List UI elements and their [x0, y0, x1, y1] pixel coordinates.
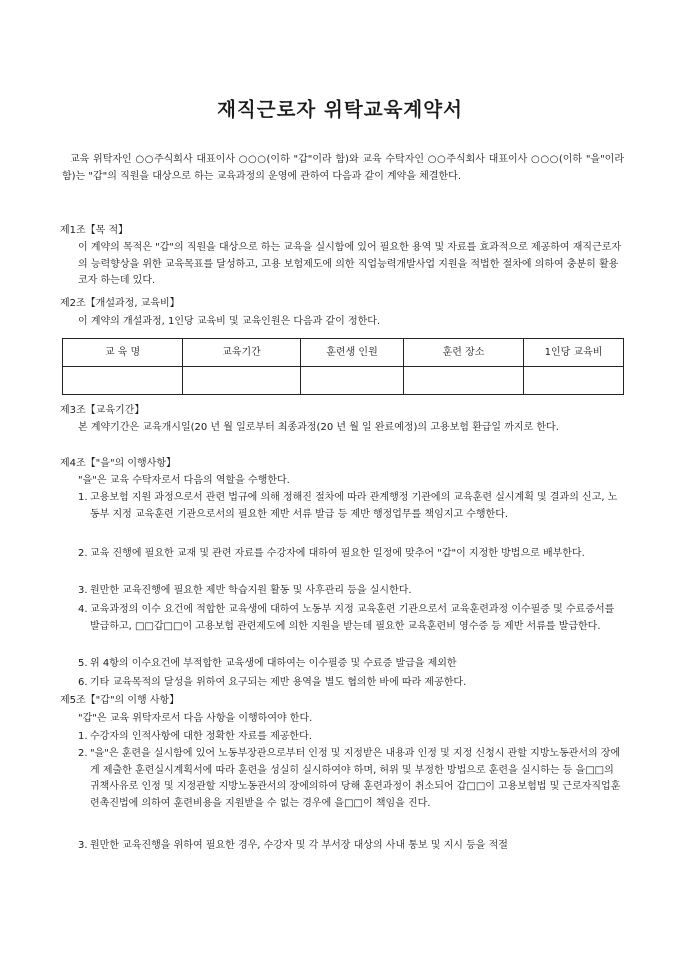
list-item	[78, 746, 624, 812]
list-item	[78, 838, 624, 855]
course-fee-table	[62, 338, 624, 395]
list-item	[78, 729, 624, 746]
list-item-text: 교육과정의 이수 요건에 적합한 교육생에 대하여 노동부 지정 교육훈련 기관으로서 교육훈련과정 이수필증 및 수료증서를 발급하고, □□갑□□이 고용보험 관련제도에 의한 지원을 받는데 필요한 교육훈련비 영수증 등 제반 서류를 발급한다.	[90, 604, 615, 632]
list-item-number: 1.	[78, 492, 88, 503]
list-item-number: 1.	[78, 731, 88, 742]
table-header-cell: 훈련 장소	[404, 339, 524, 367]
list-item-number: 3.	[78, 840, 88, 851]
list-item-number: 2.	[78, 748, 88, 759]
list-item-text: 위 4항의 이수요건에 부적합한 교육생에 대하여는 이수필증 및 수료증 발급을 제외한	[90, 658, 457, 669]
list-item-text: 고용보험 지원 과정으로서 관련 법규에 의해 정해진 절차에 따라 관계행정 기관에의 교육훈련 실시계획 및 결과의 신고, 노동부 지정 교육훈련 기관으로서의 필요한 제반 서류 발급 등 제반 행정업무를 책임지고 수행한다.	[90, 492, 618, 520]
list-item-number: 5.	[78, 658, 88, 669]
table-header-cell: 훈련생 인원	[301, 339, 404, 367]
article-2-heading: 제2조【개설과정, 교육비】	[60, 298, 180, 309]
list-item-text: 수강자의 인적사항에 대한 정확한 자료를 제공한다.	[90, 731, 312, 742]
table-row	[63, 367, 624, 395]
list-item	[78, 602, 624, 635]
table-cell-input[interactable]	[404, 367, 524, 395]
list-item	[78, 656, 624, 673]
list-item	[78, 490, 624, 523]
list-item	[78, 546, 624, 563]
list-item-number: 6.	[78, 677, 88, 688]
list-item-number: 3.	[78, 585, 88, 596]
article-4-lead: "을"은 교육 수탁자로서 다음의 역할을 수행한다.	[78, 475, 290, 486]
document-title: 재직근로자 위탁교육계약서	[217, 98, 463, 121]
article-4-heading: 제4조【"을"의 이행사항】	[60, 458, 177, 469]
article-3-heading: 제3조【교육기간】	[60, 405, 145, 416]
list-item-text: "을"은 훈련을 실시함에 있어 노동부장관으로부터 인정 및 지정받은 내용과 인정 및 지정 신청시 관할 지방노동관서의 장에게 제출한 훈련실시계획서에 따라 훈련을 성실히 실시하여야 하며, 허위 및 부정한 방법으로 훈련을 실시하는 등 을□□의 귀책사유로 인정 및 지정관할 지방노동관서의 장에의하여 당해 훈련과정이 취소되어 갑□□이 고용보험법 및 근로자직업훈련촉진법에 의하여 훈련비용을 지원받을 수 없는 경우에 을□□이 책임을 진다.	[90, 748, 621, 809]
article-5-heading: 제5조【"갑"의 이행 사항】	[60, 695, 180, 706]
table-header-cell: 교 육 명	[63, 339, 183, 367]
list-item-text: 기타 교육목적의 달성을 위하여 요구되는 제반 용역을 별도 협의한 바에 따라 제공한다.	[90, 677, 467, 688]
article-2-body: 이 계약의 개설과정, 1인당 교육비 및 교육인원은 다음과 같이 정한다.	[78, 316, 381, 327]
list-item	[78, 675, 624, 692]
article-1-heading: 제1조【목 적】	[60, 225, 129, 236]
table-header-row	[63, 339, 624, 367]
list-item-text: 교육 진행에 필요한 교재 및 관련 자료를 수강자에 대하여 필요한 일정에 맞추어 "갑"이 지정한 방법으로 배부한다.	[90, 548, 585, 559]
table-cell-input[interactable]	[63, 367, 183, 395]
table-cell-input[interactable]	[183, 367, 301, 395]
article-1-body: 이 계약의 목적은 "갑"의 직원을 대상으로 하는 교육을 실시함에 있어 필요한 용역 및 자료를 효과적으로 제공하여 재직근로자의 능력향상을 위한 교육목표를 달성하고, 고용 보험제도에 의한 직업능력개발사업 지원을 적법한 절차에 의하여 충분히 활용코자 하는데 있다.	[78, 242, 622, 286]
intro-paragraph: 교육 위탁자인 ○○주식회사 대표이사 ○○○(이하 "갑"이라 함)와 교육 수탁자인 ○○주식회사 대표이사 ○○○(이하 "을"이라 함)는 "갑"의 직원을 대상으로 하는 교육과정의 운영에 관하여 다음과 같이 계약을 체결한다.	[62, 154, 624, 182]
list-item-text: 원만한 교육진행을 위하여 필요한 경우, 수강자 및 각 부서장 대상의 사내 통보 및 지시 등을 적절	[90, 840, 508, 851]
table-cell-input[interactable]	[524, 367, 624, 395]
table-header-cell: 1인당 교육비	[524, 339, 624, 367]
list-item	[78, 583, 624, 600]
table-header-cell: 교육기간	[183, 339, 301, 367]
list-item-number: 4.	[78, 604, 88, 615]
list-item-number: 2.	[78, 548, 88, 559]
article-3-body: 본 계약기간은 교육개시일(20 년 월 일로부터 최종과정(20 년 월 일 완료예정)의 고용보험 환급일 까지로 한다.	[78, 422, 559, 433]
table-cell-input[interactable]	[301, 367, 404, 395]
list-item-text: 원만한 교육진행에 필요한 제반 학습지원 활동 및 사후관리 등을 실시한다.	[90, 585, 412, 596]
article-5-lead: "갑"은 교육 위탁자로서 다음 사항을 이행하여야 한다.	[78, 713, 313, 724]
